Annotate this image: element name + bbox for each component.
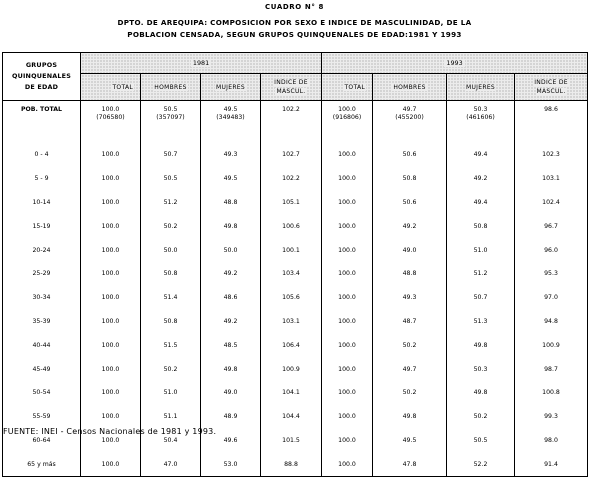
table-row <box>3 238 588 262</box>
cell-indice-1981: 104.4 <box>261 405 322 429</box>
cell-mujeres-1981: 49.8 <box>201 357 261 381</box>
cell-indice-1993: 99.3 <box>515 405 588 429</box>
cell-hombres-1993: 49.2 <box>373 214 447 238</box>
cell-mujeres-1981: 49.6 <box>201 429 261 453</box>
row-label: 20-24 <box>3 238 81 262</box>
cell-mujeres-1993: 51.2 <box>447 262 515 286</box>
cell-indice-1993: 96.0 <box>515 238 588 262</box>
data-table <box>2 52 588 477</box>
row-label: POB. TOTAL <box>3 101 81 144</box>
cell-hombres-1993: 49.0 <box>373 238 447 262</box>
cell-indice-1993: 98.0 <box>515 429 588 453</box>
cell-total-1993: 100.0 <box>322 310 373 334</box>
cell-hombres-1993: 50.2 <box>373 333 447 357</box>
table-row <box>3 143 588 167</box>
header-total-1993: TOTAL <box>322 74 373 101</box>
cell-total-1993: 100.0 <box>322 286 373 310</box>
row-label: 10-14 <box>3 191 81 215</box>
cell-total-1993: 100.0 <box>322 191 373 215</box>
header-hombres-1981: HOMBRES <box>141 74 201 101</box>
cell-mujeres-1981: 49.5 <box>201 167 261 191</box>
cell-total-1981: 100.0 <box>81 357 141 381</box>
cell-hombres-1981: 50.2 <box>141 357 201 381</box>
cell-mujeres-1993: 52.2 <box>447 452 515 476</box>
table-row <box>3 405 588 429</box>
cell-mujeres-1993: 50.7 <box>447 286 515 310</box>
cell-hombres-1981: 51.2 <box>141 191 201 215</box>
cell-mujeres-1993: 50.3 (461606) <box>447 101 515 144</box>
cell-total-1993: 100.0 (916806) <box>322 101 373 144</box>
cell-hombres-1993: 49.5 <box>373 429 447 453</box>
cell-hombres-1993: 50.6 <box>373 191 447 215</box>
cell-total-1993: 100.0 <box>322 405 373 429</box>
table-title <box>0 17 589 41</box>
table-row <box>3 452 588 476</box>
cell-hombres-1993: 49.8 <box>373 405 447 429</box>
cell-total-1981: 100.0 <box>81 333 141 357</box>
cell-hombres-1993: 49.3 <box>373 286 447 310</box>
cell-hombres-1993: 50.6 <box>373 143 447 167</box>
cell-hombres-1981: 50.2 <box>141 214 201 238</box>
cell-total-1981: 100.0 <box>81 191 141 215</box>
cell-hombres-1981: 50.7 <box>141 143 201 167</box>
cell-indice-1993: 91.4 <box>515 452 588 476</box>
cell-total-1981: 100.0 <box>81 262 141 286</box>
cell-total-1993: 100.0 <box>322 167 373 191</box>
cell-total-1993: 100.0 <box>322 452 373 476</box>
table-row <box>3 333 588 357</box>
table-row <box>3 191 588 215</box>
cell-indice-1981: 102.7 <box>261 143 322 167</box>
cell-hombres-1981: 51.0 <box>141 381 201 405</box>
cell-indice-1981: 102.2 <box>261 167 322 191</box>
cell-hombres-1981: 51.5 <box>141 333 201 357</box>
table-row <box>3 357 588 381</box>
cell-hombres-1993: 50.8 <box>373 167 447 191</box>
cell-indice-1981: 100.9 <box>261 357 322 381</box>
cell-hombres-1981: 50.5 (357097) <box>141 101 201 144</box>
title-line-2: POBLACION CENSADA, SEGUN GRUPOS QUINQUENALES DE EDAD:1981 Y 1993 <box>127 30 462 39</box>
cell-hombres-1993: 47.8 <box>373 452 447 476</box>
title-line-1: DPTO. DE AREQUIPA: COMPOSICION POR SEXO E INDICE DE MASCULINIDAD, DE LA <box>117 18 472 27</box>
cell-indice-1993: 102.4 <box>515 191 588 215</box>
cell-total-1981: 100.0 <box>81 167 141 191</box>
cell-hombres-1993: 49.7 (455200) <box>373 101 447 144</box>
cell-mujeres-1981: 49.5 (349483) <box>201 101 261 144</box>
row-label: 15-19 <box>3 214 81 238</box>
table-row <box>3 310 588 334</box>
cell-indice-1993: 103.1 <box>515 167 588 191</box>
cell-total-1981: 100.0 <box>81 405 141 429</box>
cell-indice-1981: 105.1 <box>261 191 322 215</box>
row-label: 0 - 4 <box>3 143 81 167</box>
cell-mujeres-1993: 50.3 <box>447 357 515 381</box>
cell-total-1981: 100.0 <box>81 381 141 405</box>
cell-total-1993: 100.0 <box>322 357 373 381</box>
cell-indice-1981: 105.6 <box>261 286 322 310</box>
cell-total-1993: 100.0 <box>322 262 373 286</box>
cell-mujeres-1981: 49.3 <box>201 143 261 167</box>
cell-indice-1981: 100.6 <box>261 214 322 238</box>
header-indice-1993: INDICE DE MASCUL. <box>515 74 588 101</box>
cell-total-1993: 100.0 <box>322 429 373 453</box>
header-mujeres-1981: MUJERES <box>201 74 261 101</box>
row-label: 55-59 <box>3 405 81 429</box>
cell-total-1981: 100.0 <box>81 429 141 453</box>
cell-mujeres-1993: 50.5 <box>447 429 515 453</box>
cell-total-1993: 100.0 <box>322 214 373 238</box>
cell-indice-1993: 100.9 <box>515 333 588 357</box>
table-row <box>3 381 588 405</box>
cell-mujeres-1981: 49.2 <box>201 262 261 286</box>
cell-mujeres-1981: 48.8 <box>201 191 261 215</box>
cell-total-1993: 100.0 <box>322 333 373 357</box>
cell-indice-1981: 103.1 <box>261 310 322 334</box>
cell-indice-1993: 100.8 <box>515 381 588 405</box>
cell-indice-1981: 101.5 <box>261 429 322 453</box>
row-label: 40-44 <box>3 333 81 357</box>
cell-hombres-1981: 50.0 <box>141 238 201 262</box>
table-row <box>3 214 588 238</box>
header-year-1993: 1993 <box>322 53 588 74</box>
cell-indice-1993: 102.3 <box>515 143 588 167</box>
row-label: 30-34 <box>3 286 81 310</box>
source-note: FUENTE: INEI - Censos Nacionales de 1981 y 1993. <box>3 427 217 436</box>
row-label: 60-64 <box>3 429 81 453</box>
cell-mujeres-1981: 49.8 <box>201 214 261 238</box>
header-hombres-1993: HOMBRES <box>373 74 447 101</box>
row-label: 45-49 <box>3 357 81 381</box>
cell-hombres-1993: 48.8 <box>373 262 447 286</box>
header-year-1981: 1981 <box>81 53 322 74</box>
cell-indice-1981: 88.8 <box>261 452 322 476</box>
header-total-1981: TOTAL <box>81 74 141 101</box>
cell-indice-1981: 103.4 <box>261 262 322 286</box>
cell-mujeres-1993: 50.2 <box>447 405 515 429</box>
cell-mujeres-1993: 49.2 <box>447 167 515 191</box>
cell-hombres-1981: 51.1 <box>141 405 201 429</box>
cell-mujeres-1981: 48.6 <box>201 286 261 310</box>
table-row <box>3 101 588 144</box>
cell-total-1993: 100.0 <box>322 381 373 405</box>
cell-indice-1993: 98.6 <box>515 101 588 144</box>
cell-total-1981: 100.0 (706580) <box>81 101 141 144</box>
cell-total-1981: 100.0 <box>81 452 141 476</box>
cell-total-1981: 100.0 <box>81 238 141 262</box>
cell-mujeres-1981: 50.0 <box>201 238 261 262</box>
cell-mujeres-1993: 51.3 <box>447 310 515 334</box>
cell-total-1981: 100.0 <box>81 286 141 310</box>
row-label: 5 - 9 <box>3 167 81 191</box>
cell-mujeres-1981: 48.5 <box>201 333 261 357</box>
cell-mujeres-1981: 49.0 <box>201 381 261 405</box>
cell-indice-1993: 97.0 <box>515 286 588 310</box>
cell-hombres-1993: 50.2 <box>373 381 447 405</box>
cell-mujeres-1981: 53.0 <box>201 452 261 476</box>
cell-hombres-1981: 50.5 <box>141 167 201 191</box>
table-row <box>3 167 588 191</box>
cell-indice-1993: 94.8 <box>515 310 588 334</box>
cell-mujeres-1993: 49.8 <box>447 381 515 405</box>
cell-indice-1993: 98.7 <box>515 357 588 381</box>
cell-mujeres-1981: 49.2 <box>201 310 261 334</box>
cell-total-1981: 100.0 <box>81 214 141 238</box>
header-mujeres-1993: MUJERES <box>447 74 515 101</box>
cell-indice-1981: 102.2 <box>261 101 322 144</box>
cell-total-1981: 100.0 <box>81 310 141 334</box>
cell-indice-1981: 106.4 <box>261 333 322 357</box>
cell-mujeres-1993: 51.0 <box>447 238 515 262</box>
cell-total-1993: 100.0 <box>322 143 373 167</box>
row-label: 50-54 <box>3 381 81 405</box>
row-label: 35-39 <box>3 310 81 334</box>
row-label: 65 y más <box>3 452 81 476</box>
cell-indice-1981: 100.1 <box>261 238 322 262</box>
cell-hombres-1981: 51.4 <box>141 286 201 310</box>
cell-mujeres-1993: 50.8 <box>447 214 515 238</box>
header-indice-1981: INDICE DE MASCUL. <box>261 74 322 101</box>
row-label: 25-29 <box>3 262 81 286</box>
cell-mujeres-1993: 49.8 <box>447 333 515 357</box>
cell-indice-1981: 104.1 <box>261 381 322 405</box>
table-row <box>3 286 588 310</box>
cell-total-1981: 100.0 <box>81 143 141 167</box>
cell-mujeres-1981: 48.9 <box>201 405 261 429</box>
header-grupos: GRUPOS QUINQUENALES DE EDAD <box>3 53 81 101</box>
cell-indice-1993: 95.3 <box>515 262 588 286</box>
cell-mujeres-1993: 49.4 <box>447 191 515 215</box>
cell-hombres-1981: 50.8 <box>141 310 201 334</box>
table-row <box>3 262 588 286</box>
cell-hombres-1981: 50.4 <box>141 429 201 453</box>
cell-total-1993: 100.0 <box>322 238 373 262</box>
cell-hombres-1993: 49.7 <box>373 357 447 381</box>
cell-indice-1993: 96.7 <box>515 214 588 238</box>
cell-hombres-1981: 47.0 <box>141 452 201 476</box>
cell-hombres-1981: 50.8 <box>141 262 201 286</box>
table-number: CUADRO N° 8 <box>265 3 324 11</box>
cell-mujeres-1993: 49.4 <box>447 143 515 167</box>
cell-hombres-1993: 48.7 <box>373 310 447 334</box>
